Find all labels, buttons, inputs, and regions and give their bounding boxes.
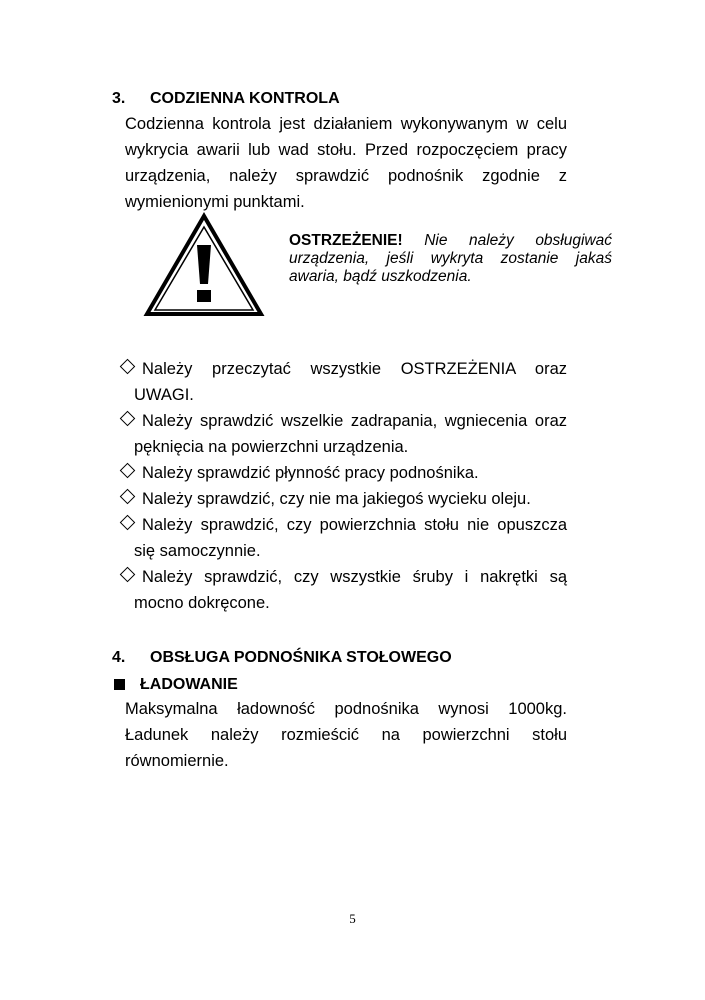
diamond-outline-icon — [120, 411, 136, 427]
section-4-title: OBSŁUGA PODNOŚNIKA STOŁOWEGO — [150, 649, 452, 666]
checklist-item-text: Należy sprawdzić płynność pracy podnośnika. — [142, 464, 479, 482]
diamond-outline-icon — [120, 567, 136, 583]
checklist — [112, 356, 567, 616]
checklist-item-text: Należy sprawdzić, czy powierzchnia stołu nie opuszcza się samoczynnie. — [134, 516, 567, 560]
section-3-intro: Codzienna kontrola jest działaniem wykonywanym w celu wykrycia awarii lub wad stołu. Przed rozpoczęciem pracy urządzenia, należy sprawdzić podnośnik zgodnie z wymienionymi punktami. — [125, 115, 567, 211]
warning-text: Nie należy obsługiwać urządzenia, jeśli wykryta zostanie jakaś awaria, bądź uszkodzenia. — [289, 232, 612, 285]
section-4-number: 4. — [112, 649, 126, 666]
checklist-item-text: Należy sprawdzić wszelkie zadrapania, wgniecenia oraz pęknięcia na powierzchni urządzenia. — [134, 412, 567, 456]
diamond-outline-icon — [120, 489, 136, 505]
checklist-item-text: Należy sprawdzić, czy wszystkie śruby i nakrętki są mocno dokręcone. — [134, 568, 567, 612]
diamond-outline-icon — [120, 359, 136, 375]
checklist-item-text: Należy sprawdzić, czy nie ma jakiegoś wycieku oleju. — [142, 490, 531, 508]
checklist-item — [112, 564, 567, 616]
diamond-outline-icon — [120, 463, 136, 479]
diamond-outline-icon — [120, 515, 136, 531]
page-number: 5 — [349, 911, 356, 926]
checklist-item — [112, 460, 567, 486]
section-4-paragraph: Maksymalna ładowność podnośnika wynosi 1000kg. Ładunek należy rozmieścić na powierzchni stołu równomiernie. — [125, 700, 567, 770]
checklist-item — [112, 356, 567, 408]
warning-message — [289, 232, 612, 286]
warning-triangle-icon — [143, 212, 265, 318]
section-3-number: 3. — [112, 90, 126, 107]
warning-label: OSTRZEŻENIE! — [289, 232, 403, 249]
section-3-title: CODZIENNA KONTROLA — [150, 90, 340, 107]
subsection-title: ŁADOWANIE — [140, 676, 238, 693]
filled-square-icon — [114, 679, 125, 690]
checklist-item — [112, 486, 567, 512]
checklist-item-text: Należy przeczytać wszystkie OSTRZEŻENIA oraz UWAGI. — [134, 360, 567, 404]
checklist-item — [112, 512, 567, 564]
checklist-item — [112, 408, 567, 460]
